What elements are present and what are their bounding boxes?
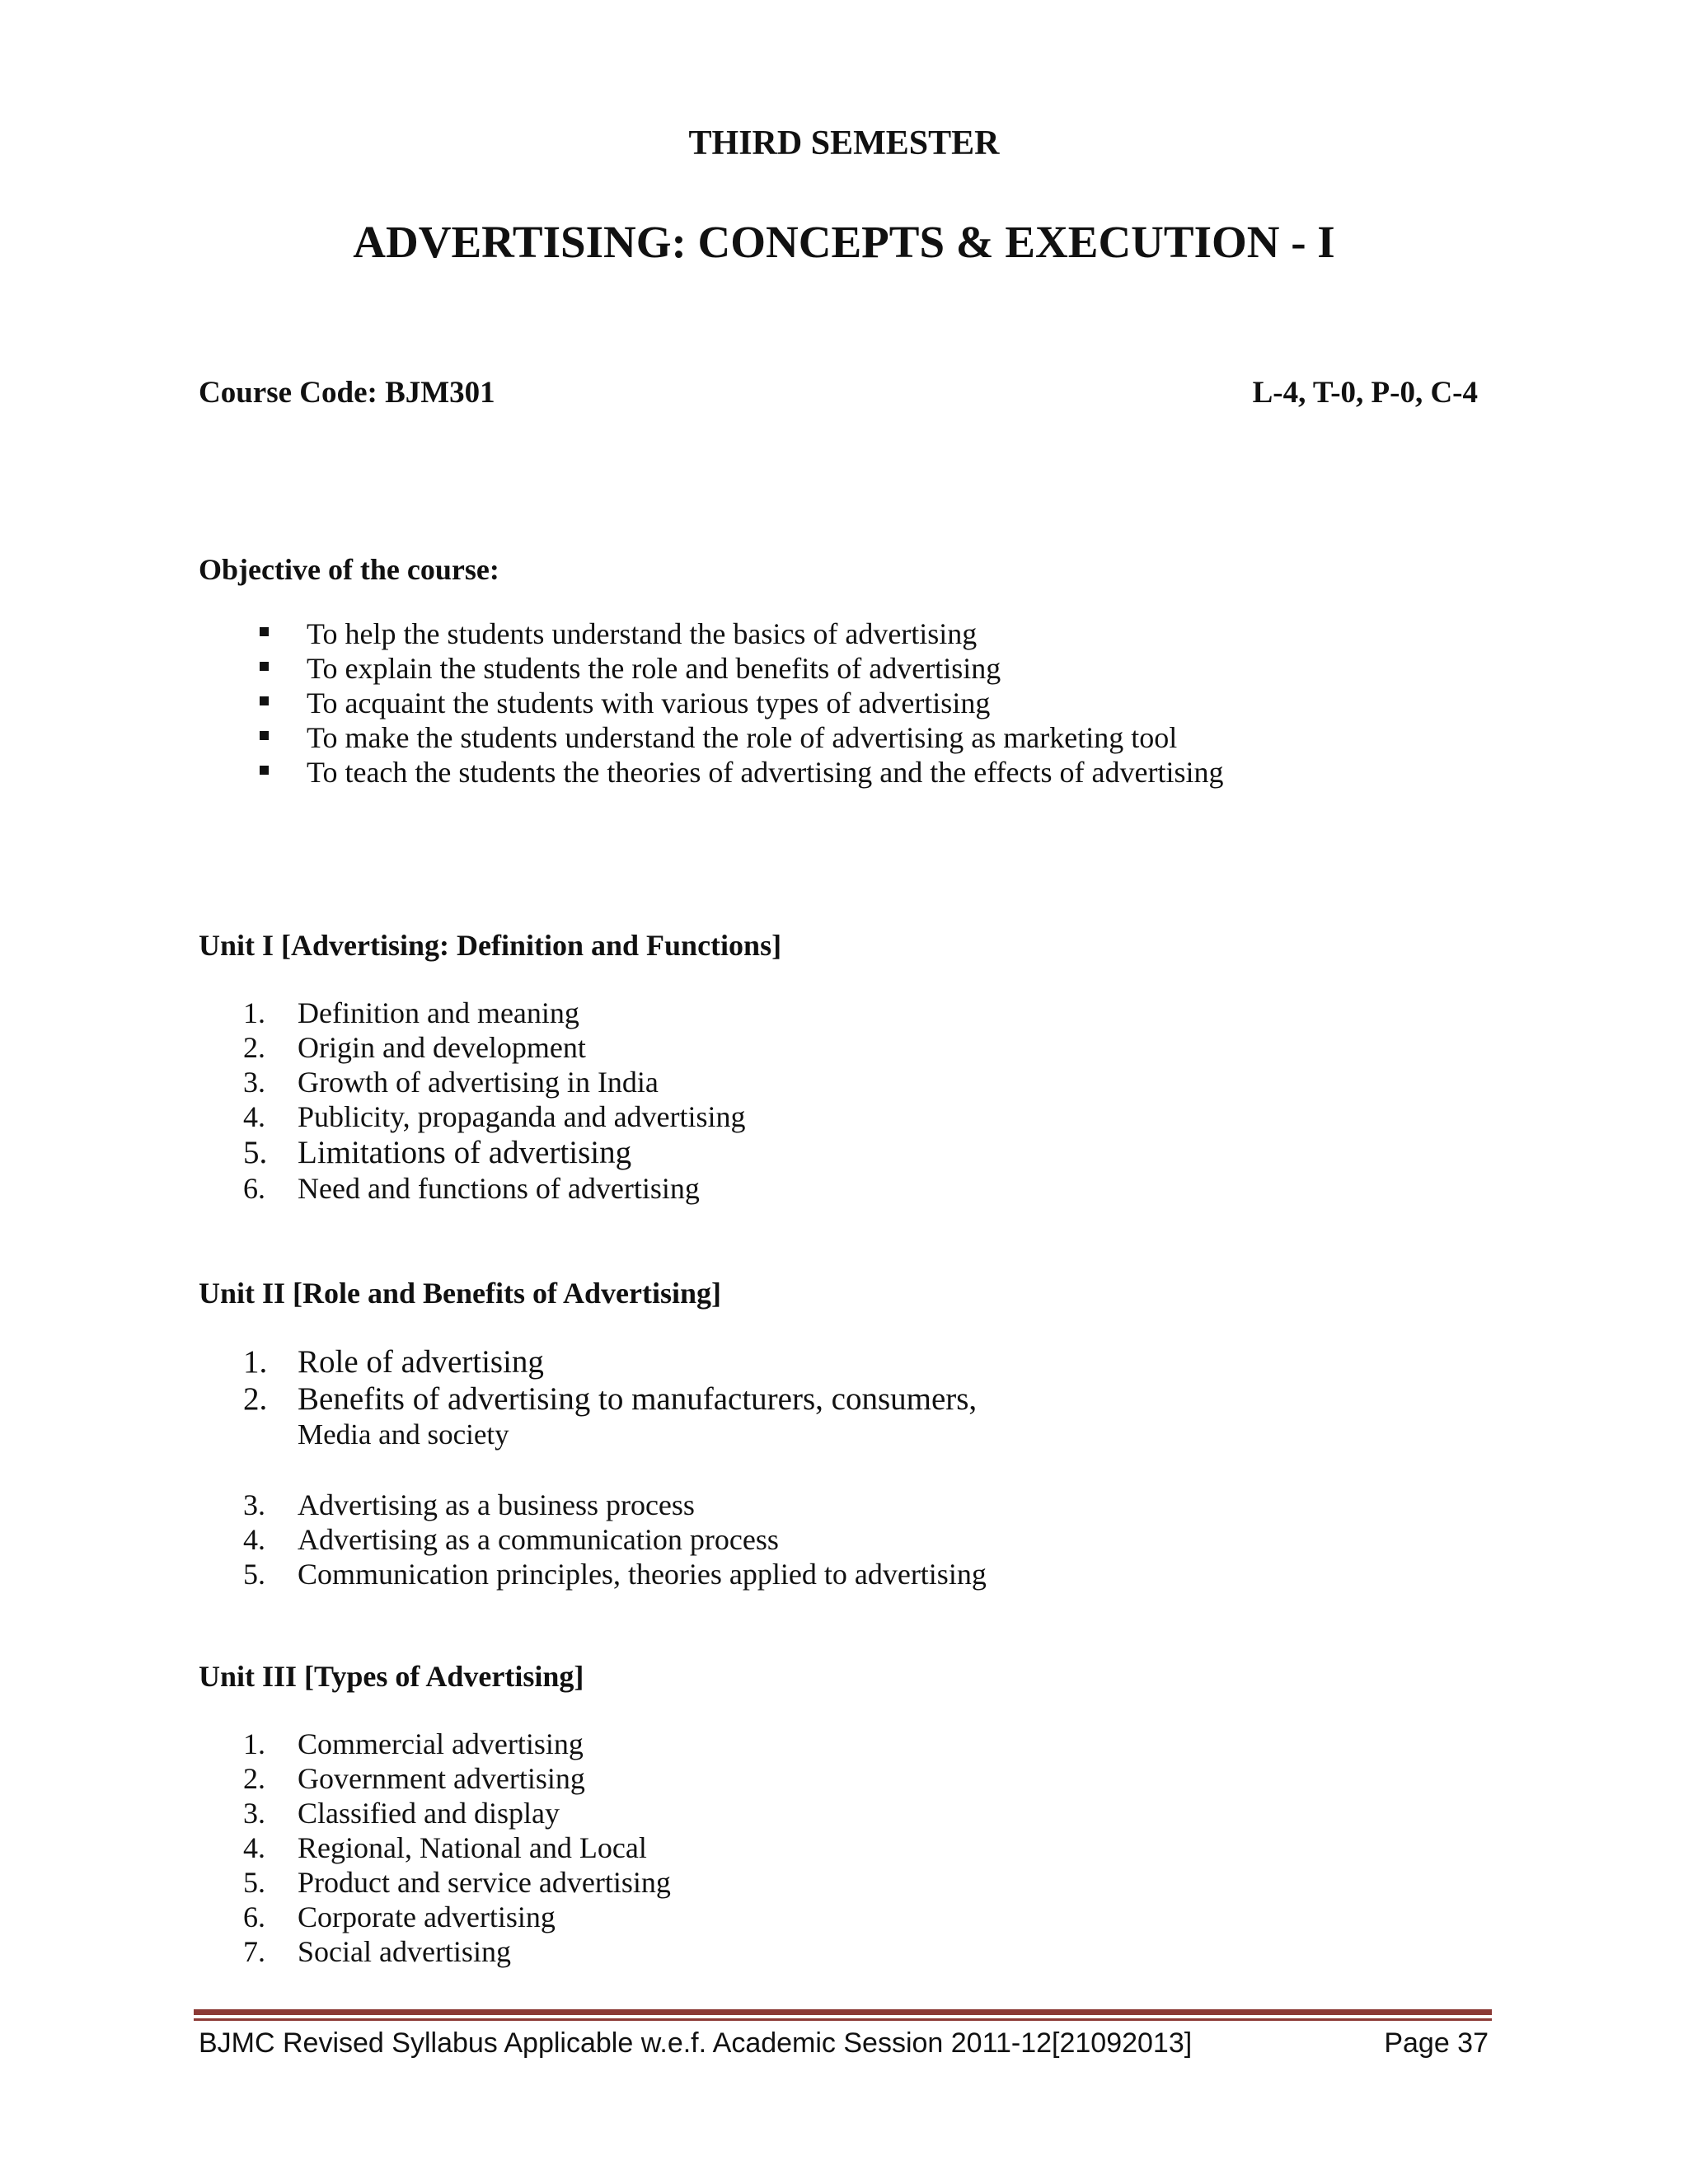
unit-3-heading: Unit III [Types of Advertising]	[199, 1660, 584, 1693]
square-bullet-icon	[260, 627, 269, 636]
unit-1-item: 4. Publicity, propaganda and advertising	[243, 1100, 746, 1133]
unit-2-heading: Unit II [Role and Benefits of Advertising]	[199, 1277, 722, 1310]
page-number: Page 37	[1384, 2027, 1489, 2059]
square-bullet-icon	[260, 662, 269, 671]
unit-2-item: 2. Benefits of advertising to manufacturers, consumers, Media and society	[243, 1381, 978, 1451]
unit-2-list	[243, 1343, 977, 1452]
square-bullet-icon	[260, 731, 269, 740]
footer-divider-thin	[194, 2018, 1492, 2021]
page-footer	[199, 2027, 1489, 2060]
course-title: ADVERTISING: CONCEPTS & EXECUTION - I	[353, 217, 1335, 267]
objective-item: To help the students understand the basics of advertising	[256, 616, 1223, 651]
unit-3-item: 2. Government advertising	[243, 1762, 585, 1795]
course-code-row	[199, 375, 1478, 410]
square-bullet-icon	[260, 766, 269, 775]
unit-1-item: 6. Need and functions of advertising	[243, 1172, 700, 1205]
unit-2-item: 5. Communication principles, theories applied to advertising	[243, 1558, 987, 1591]
unit-3-item: 5. Product and service advertising	[243, 1866, 671, 1899]
unit-2-item-continuation: Media and society	[298, 1418, 509, 1451]
unit-3-item: 6. Corporate advertising	[243, 1900, 556, 1933]
unit-2-item: 1. Role of advertising	[243, 1344, 544, 1380]
unit-1-heading: Unit I [Advertising: Definition and Functions]	[199, 929, 782, 962]
unit-2-list-continued	[243, 1488, 987, 1591]
footer-text: BJMC Revised Syllabus Applicable w.e.f. Academic Session 2011-12[21092013]	[199, 2027, 1193, 2059]
course-code: Course Code: BJM301	[199, 376, 495, 410]
objective-item: To acquaint the students with various types of advertising	[256, 686, 1223, 720]
unit-1-item: 3. Growth of advertising in India	[243, 1066, 659, 1099]
objective-heading: Objective of the course:	[199, 553, 499, 586]
square-bullet-icon	[260, 696, 269, 705]
unit-3-item: 7. Social advertising	[243, 1935, 511, 1968]
unit-2-item: 4. Advertising as a communication process	[243, 1523, 779, 1556]
objective-item: To explain the students the role and benefits of advertising	[256, 651, 1223, 686]
unit-3-item: 1. Commercial advertising	[243, 1727, 584, 1760]
footer-divider-thick	[194, 2009, 1492, 2015]
unit-1-item: 2. Origin and development	[243, 1031, 586, 1064]
semester-heading: THIRD SEMESTER	[688, 124, 1000, 162]
unit-1-item: 5. Limitations of advertising	[243, 1135, 632, 1170]
unit-3-list	[243, 1727, 671, 1969]
objective-list	[256, 616, 1223, 790]
unit-3-item: 3. Classified and display	[243, 1797, 560, 1830]
credit-structure: L-4, T-0, P-0, C-4	[1252, 376, 1478, 410]
unit-1-item: 1. Definition and meaning	[243, 996, 579, 1029]
footer-divider	[194, 2009, 1492, 2021]
unit-1-list	[243, 996, 746, 1206]
unit-2-item: 3. Advertising as a business process	[243, 1488, 695, 1521]
objective-item: To make the students understand the role of advertising as marketing tool	[256, 720, 1223, 755]
objective-item: To teach the students the theories of advertising and the effects of advertising	[256, 755, 1223, 790]
unit-3-item: 4. Regional, National and Local	[243, 1831, 647, 1864]
